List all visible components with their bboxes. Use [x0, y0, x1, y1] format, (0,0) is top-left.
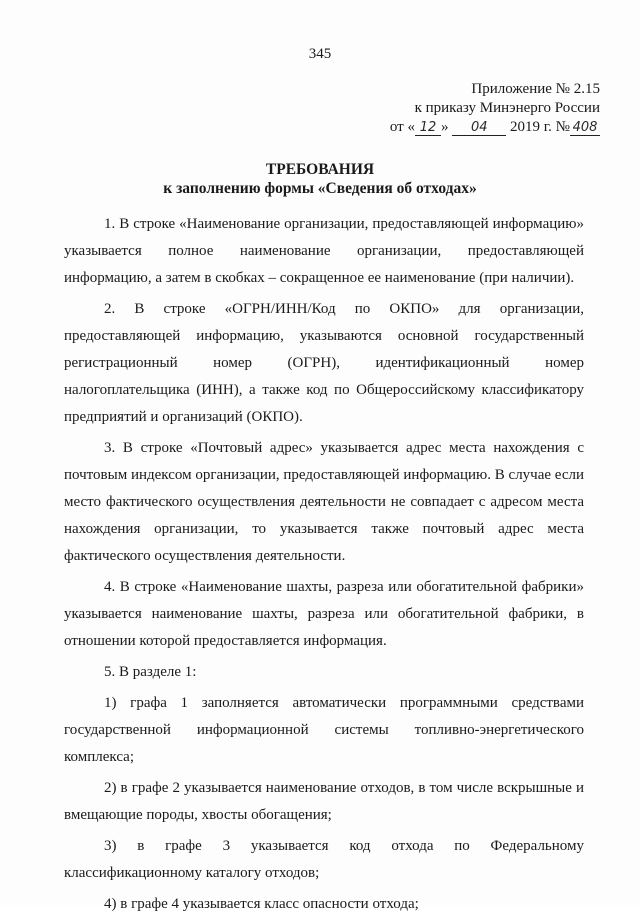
- handwritten-day: 12: [415, 120, 441, 136]
- document-body: [64, 211, 584, 922]
- title-subheading: к заполнению формы «Сведения об отходах»: [163, 180, 477, 197]
- subitem-4: 4) в графе 4 указывается класс опасности отхода;: [104, 896, 419, 912]
- paragraph-5: 5. В разделе 1:: [104, 664, 197, 680]
- appendix-line-1: Приложение № 2.15: [471, 81, 600, 97]
- date-mid: »: [440, 119, 449, 135]
- appendix-header: [340, 80, 600, 137]
- date-prefix: от «: [389, 119, 415, 135]
- handwritten-month: 04: [452, 120, 506, 136]
- paragraph-1: 1. В строке «Наименование организации, предоставляющей информацию» указывается полное наименование организации, предоставляющей информацию, а затем в скобках – сокращенное ее наименование (при наличии).: [64, 216, 584, 286]
- page-number: 345: [308, 46, 332, 62]
- subitem-1: 1) графа 1 заполняется автоматически программными средствами государственной информационной системы топливно-энергетического комплекса;: [64, 695, 584, 765]
- paragraph-4: 4. В строке «Наименование шахты, разреза или обогатительной фабрики» указывается наименование шахты, разреза или обогатительной фабрики, в отношении которой предоставляется информация.: [64, 579, 584, 649]
- paragraph-2: 2. В строке «ОГРН/ИНН/Код по ОКПО» для организации, предоставляющей информацию, указываются основной государственный регистрационный номер (ОГРН), идентификационный номер налогоплательщика (ИНН), а также код по Общероссийскому классификатору предприятий и организаций (ОКПО).: [64, 301, 584, 425]
- paragraph-3: 3. В строке «Почтовый адрес» указывается адрес места нахождения с почтовым индексом организации, предоставляющей информацию. В случае если место фактического осуществления деятельности не совпадает с адресом места нахождения организации, то указывается также почтовый адрес места фактического осуществления деятельности.: [64, 440, 584, 564]
- document-title: [0, 160, 640, 198]
- handwritten-number: 408: [570, 120, 600, 136]
- title-heading: ТРЕБОВАНИЯ: [265, 161, 375, 178]
- subitem-2: 2) в графе 2 указывается наименование отходов, в том числе вскрышные и вмещающие породы, хвосты обогащения;: [64, 780, 584, 823]
- subitem-3: 3) в графе 3 указывается код отхода по Федеральному классификационному каталогу отходов;: [64, 838, 584, 881]
- appendix-line-2: к приказу Минэнерго России: [414, 100, 600, 116]
- date-year: 2019 г. №: [509, 119, 570, 135]
- appendix-date-line: [340, 118, 600, 137]
